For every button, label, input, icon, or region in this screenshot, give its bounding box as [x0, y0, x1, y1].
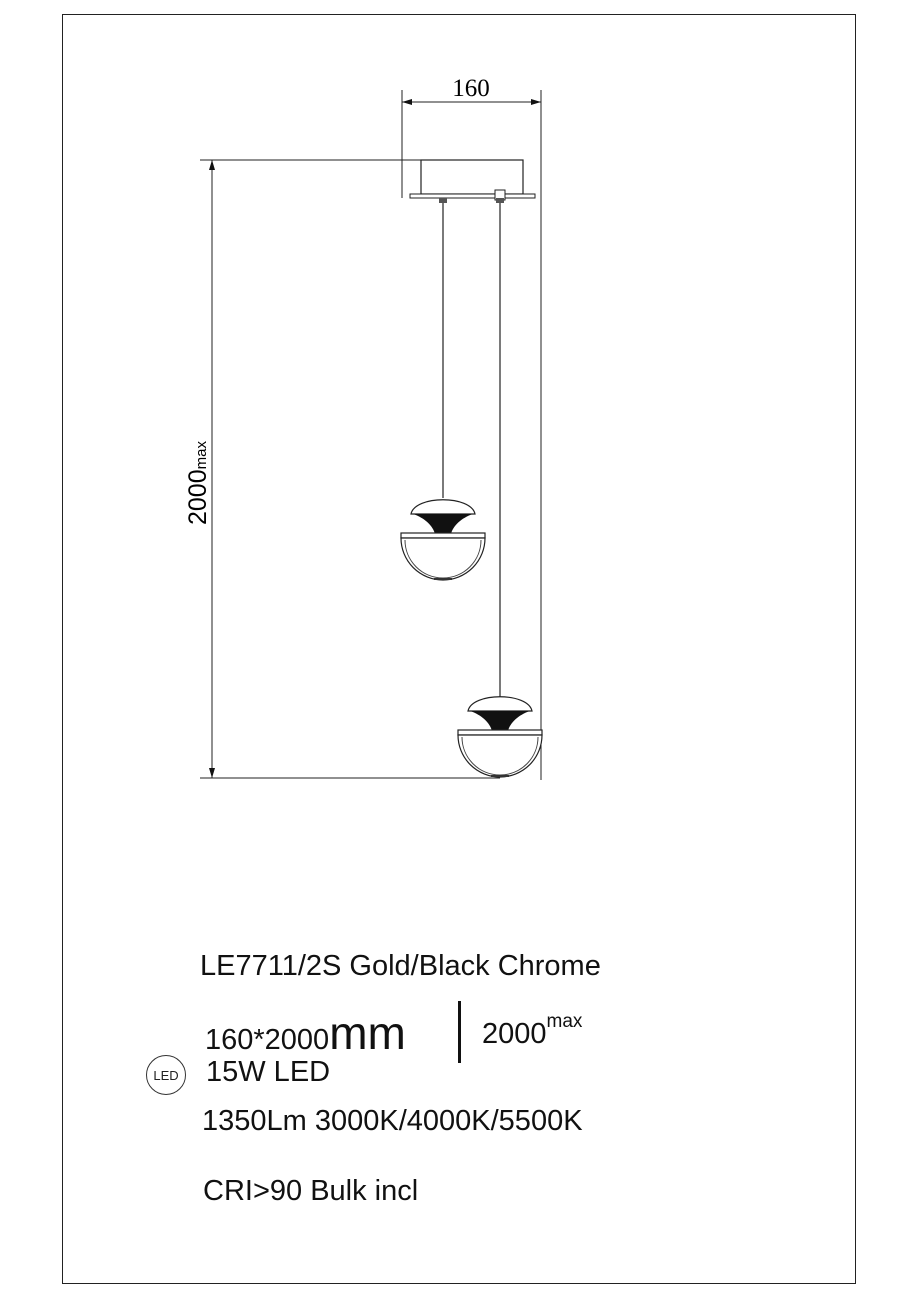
pendant-lower: [458, 697, 542, 777]
spec-divider: [458, 1001, 461, 1063]
power-line: 15W LED: [206, 1056, 331, 1088]
model-line: LE7711/2S Gold/Black Chrome: [200, 950, 601, 982]
pendant-upper-neck: [413, 514, 473, 534]
width-dimension-label: 160: [452, 75, 490, 102]
height-dimension-value: 2000: [184, 469, 212, 525]
height-dimension-label: [184, 441, 212, 525]
drop-length-value: 2000: [482, 1018, 547, 1050]
cable-grip-right: [496, 198, 504, 203]
pendant-lower-bottom: [491, 775, 509, 777]
pendant-upper-globe: [401, 538, 485, 580]
height-dimension-suffix: max: [193, 441, 210, 470]
cable-grip-left: [439, 198, 447, 203]
pendant-upper: [401, 500, 485, 580]
pendant-lower-neck: [470, 711, 530, 731]
dimensions-value: 160*2000: [205, 1024, 330, 1056]
led-icon: LED: [146, 1055, 186, 1095]
pendant-upper-cap: [411, 500, 475, 514]
pendant-lower-cap: [468, 697, 532, 711]
ceiling-canopy: [410, 160, 535, 203]
pendant-lower-globe: [458, 735, 542, 777]
dimensions-unit: mm: [329, 1007, 406, 1059]
canopy-box: [421, 160, 523, 194]
pendant-upper-bottom: [434, 578, 452, 580]
drop-length-suffix: max: [546, 1011, 583, 1032]
drop-length: [482, 1012, 582, 1049]
lumens-cct-line: 1350Lm 3000K/4000K/5500K: [202, 1105, 583, 1137]
dimensions-line: [205, 1007, 406, 1059]
canopy-plate: [410, 194, 535, 198]
pendant-upper-rim: [401, 533, 485, 538]
cri-bulb-line: CRI>90 Bulk incl: [203, 1175, 419, 1207]
pendant-lower-rim: [458, 730, 542, 735]
height-dimension: [184, 160, 500, 778]
